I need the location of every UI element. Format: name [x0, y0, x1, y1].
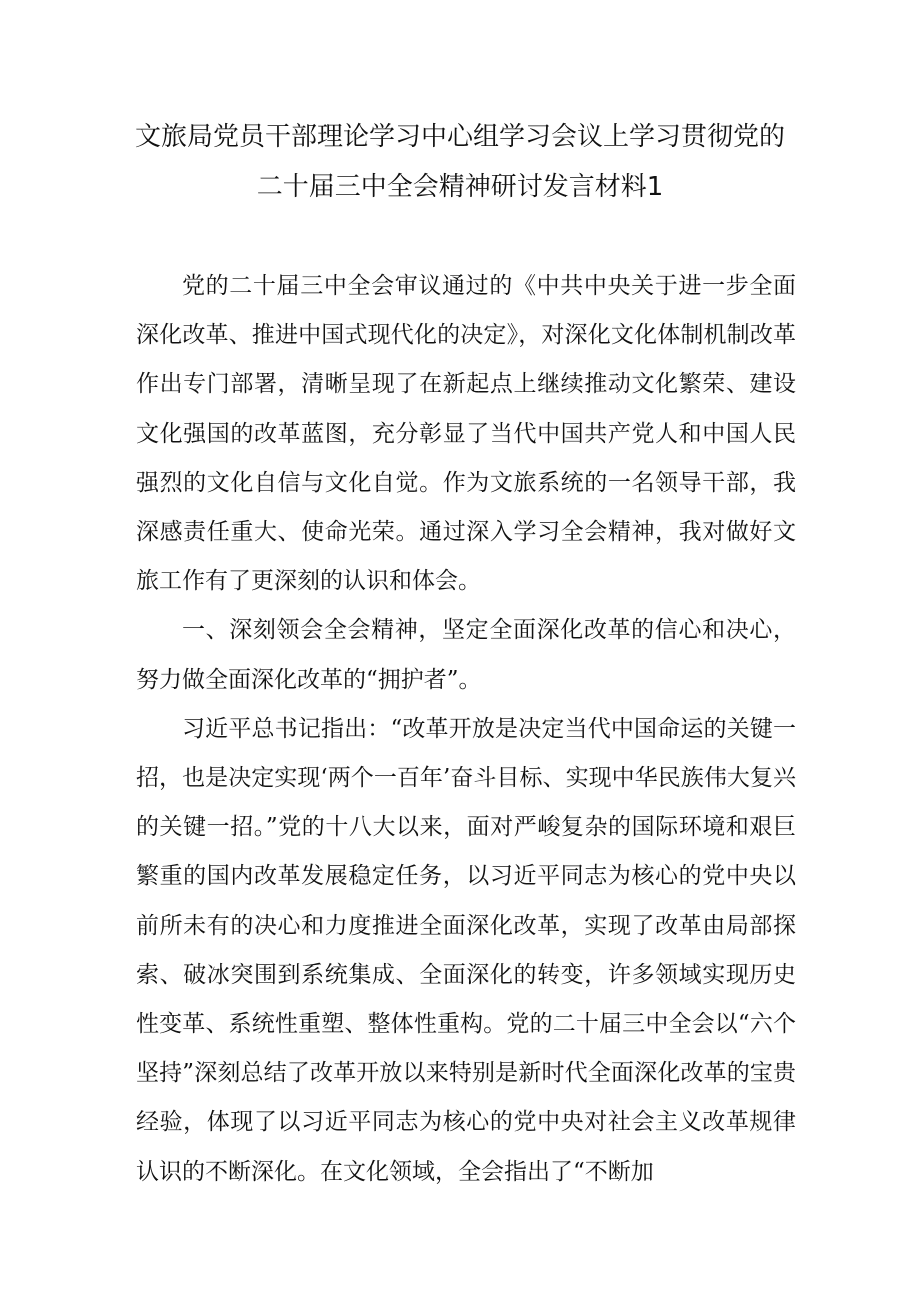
- paragraph-section-1-body: 习近平总书记指出：“改革开放是决定当代中国命运的关键一招，也是决定实现‘两个一百年’奋斗目标、实现中华民族伟大复兴的关键一招。”党的十八大以来，面对严峻复杂的国际环境和艰巨繁重的国内改革发展稳定任务，以习近平同志为核心的党中央以前所未有的决心和力度推进全面深化改革，实现了改革由局部探索、破冰突围到系统集成、全面深化的转变，许多领域实现历史性变革、系统性重塑、整体性重构。党的二十届三中全会以“六个坚持”深刻总结了改革开放以来特别是新时代全面深化改革的宝贵经验，体现了以习近平同志为核心的党中央对社会主义改革规律认识的不断深化。在文化领域，全会指出了“不断加: [136, 715, 796, 1185]
- document-title: [100, 112, 820, 212]
- title-line-1: 文旅局党员干部理论学习中心组学习会议上学习贯彻党的: [134, 122, 785, 152]
- paragraph-intro: 党的二十届三中全会审议通过的《中共中央关于进一步全面深化改革、推进中国式现代化的决定》，对深化文化体制机制改革作出专门部署，清晰呈现了在新起点上继续推动文化繁荣、建设文化强国的改革蓝图，充分彰显了当代中国共产党人和中国人民强烈的文化自信与文化自觉。作为文旅系统的一名领导干部，我深感责任重大、使命光荣。通过深入学习全会精神，我对做好文旅工作有了更深刻的认识和体会。: [136, 273, 796, 595]
- paragraph-section-heading-1: 一、深刻领会全会精神，坚定全面深化改革的信心和决心，努力做全面深化改革的“拥护者”。: [136, 617, 796, 693]
- title-line-2: 二十届三中全会精神研讨发言材料1: [256, 172, 664, 202]
- document-body: [136, 262, 796, 1197]
